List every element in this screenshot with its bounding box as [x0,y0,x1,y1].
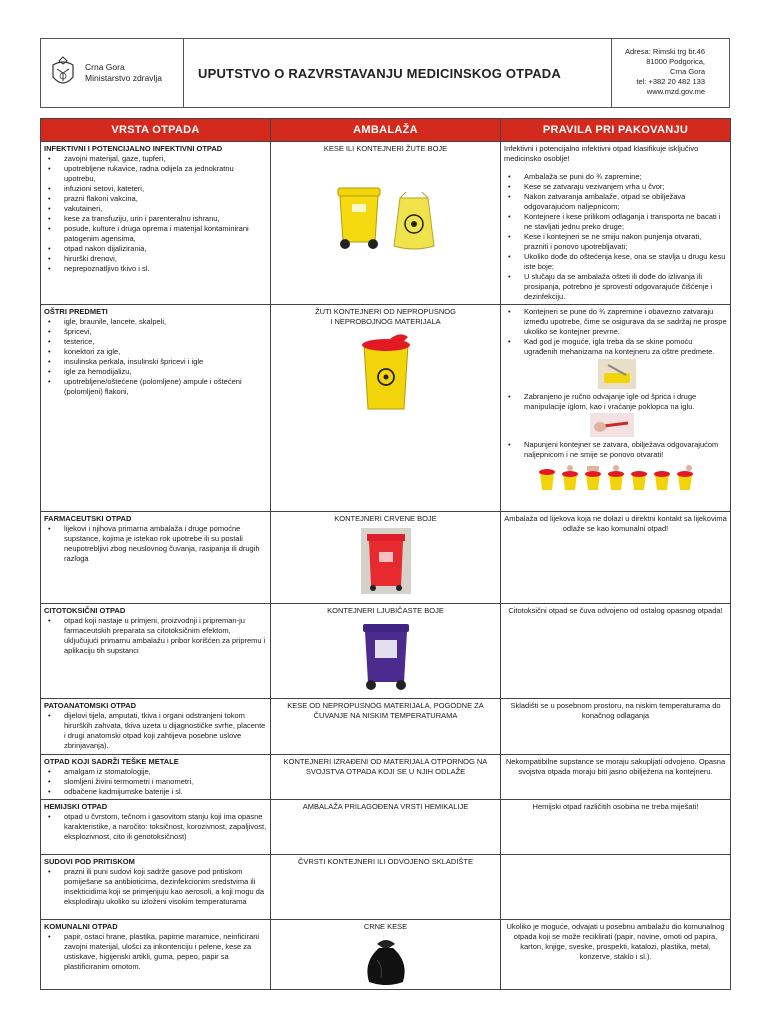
table-row [41,855,731,920]
rule-item: • Kontejnere i kese prilikom odlaganja i transporta ne bacati i ne stavljati jednu preko druge; [504,212,727,232]
col-header-packaging: AMBALAŽA [271,119,501,142]
category-title: FARMACEUTSKI OTPAD [44,514,132,523]
sharps-sequence-image-1 [537,464,557,492]
list-item: • prazni ili puni sudovi koji sadrže gasove pod pritiskom pomiješane sa antibioticima, dezinfekcionim sredstvima ili insekticidima koji se primjenjuju kao aerosoli, a koji mogu da eksplodiraju ukoliko su izloženi visokim temperaturama [44,867,267,907]
rule-item: • U slučaju da se ambalaža ošteti ili dođe do izlivanja ili prosipanja, potrebno je sprovesti odgovarajuće čišćenje i dezinfekciju. [504,272,727,302]
list-item: • neprepoznatljivo tkivo i sl. [44,264,267,274]
needle-removal-photo [598,359,636,389]
category-title: PATOANATOMSKI OTPAD [44,701,137,710]
black-bag-image [363,936,409,986]
list-item: • slomljeni živini termometri i manometri, [44,777,267,787]
table-row [41,604,731,699]
waste-table [40,118,731,990]
packaging-label: CRNE KESE [363,922,408,931]
rules-text: Nekompatibilne supstance se moraju sakupljati odvojeno. Opasna svojstva otpada moraju biti jasno obilježena na kontejneru. [505,757,726,776]
packaging-label: AMBALAŽA PRILAGOĐENA VRSTI HEMIKALIJE [302,802,469,811]
address-line: Adresa: Rimski trg br.46 [624,47,705,56]
category-title: INFEKTIVNI I POTENCIJALNO INFEKTIVNI OTPAD [44,144,223,153]
phone-line: tel: +382 20 482 133 [636,77,705,86]
packaging-label: ČVRSTI KONTEJNERI ILI ODVOJENO SKLADIŠTE [297,857,474,866]
sharps-sequence-image-2 [560,464,580,492]
list-item: • hirurški drenovi, [44,254,267,264]
packaging-label: ŽUTI KONTEJNERI OD NEPROPUSNOG I NEPROBOJNOG MATERIJALA [315,307,456,326]
list-item: • kese za transfuziju, urin i parenteralnu ishranu, [44,214,267,224]
table-row [41,305,731,512]
category-title: HEMIJSKI OTPAD [44,802,108,811]
ministry-logo-block [41,39,184,107]
sharps-sequence-image-4 [606,464,626,492]
list-item: • igle, braunile, lancete, skalpeli, [44,317,267,327]
coat-of-arms-icon [47,55,79,91]
col-header-waste-type: VRSTA OTPADA [41,119,271,142]
col-header-packing-rules: PRAVILA PRI PAKOVANJU [501,119,731,142]
no-recapping-photo [590,413,634,437]
rules-text: Skladišti se u posebnom prostoru, na niskim temperaturama do konačnog odlaganja [510,701,721,720]
list-item: • vakutaineri, [44,204,267,214]
yellow-wheelie-bin-image [334,182,384,252]
list-item: • zavojni materijal, gaze, tupferi, [44,154,267,164]
rules-text: Ambalaža od lijekova koja ne dolazi u direktni kontakt sa lijekovima odlaže se kao komunalni otpad! [504,514,727,533]
list-item: • dijelovi tijela, amputati, tkiva i organi odstranjeni tokom hirurških zahvata, tkiva uzeta u dijagnostičke svrhe, placente i drugi anatomski otpad koji zahtijeva posebne uslove zbrinjavanja). [44,711,267,751]
rules-text: Ukoliko je moguće, odvajati u posebnu ambalažu dio komunalnog otpada koji se može reciklirati (papir, novine, omoti od papira, karton, knjige, sveske, prospekti, katalozi, plastika, metal, konzerve, staklo i sl.). [506,922,725,961]
yellow-sharps-container-image [356,331,416,413]
table-row [41,755,731,800]
org-line-2: Ministarstvo zdravlja [85,73,162,83]
rules-text: Hemijski otpad različitih osobina ne treba miješati! [532,802,699,811]
list-item: • konektori za igle, [44,347,267,357]
address-block [611,39,729,107]
list-item: • testerice, [44,337,267,347]
rule-item: • Kese i kontejneri se ne smiju nakon punjenja otvarati, prazniti i ponovo upotrebljavati; [504,232,727,252]
rule-item: • Napunjeni kontejner se zatvara, obilježava odgovarajućom naljepnicom i ne smije se ponovo otvarati! [504,440,727,460]
list-item: • igle za hemodijalizu, [44,367,267,377]
purple-wheelie-bin-image [360,620,412,692]
yellow-bag-image [390,190,438,252]
rule-item: • Kese se zatvaraju vezivanjem vrha u čvor; [504,182,727,192]
table-row [41,142,731,305]
website-link[interactable]: www.mzd.gov.me [646,87,705,96]
rule-item: • Ambalaža se puni do ¾ zapremine; [504,172,727,182]
list-item: • infuzioni setovi, kateteri, [44,184,267,194]
rules-text: Citotoksični otpad se čuva odvojeno od ostalog opasnog otpada! [508,606,723,615]
packaging-label: KESE OD NEPROPUSNOG MATERIJALA, POGODNE ZA ČUVANJE NA NISKIM TEMPERATURAMA [287,701,484,720]
sharps-sequence-image-3 [583,464,603,492]
list-item: • upotrebljene/oštećene (polomljene) ampule i oštećeni (polomljeni) flakoni, [44,377,267,397]
sharps-sequence-image-5 [629,464,649,492]
category-title: CITOTOKSIČNI OTPAD [44,606,126,615]
list-item: • špricevi, [44,327,267,337]
address-line: 81000 Podgorica, [646,57,705,66]
sharps-sequence-image-7 [675,464,695,492]
red-container-image [361,528,411,594]
rule-item: • Kontejneri se pune do ¾ zapremine i obavezno zatvaraju između upotrebe, čime se osigurava da se sadržaj ne prospe ukoliko se kontejner prevrne. [504,307,727,337]
list-item: • upotrebljene rukavice, radna odijela za jednokratnu upotrebu, [44,164,267,184]
sharps-sequence-image-6 [652,464,672,492]
packaging-label: KONTEJNERI IZRAĐENI OD MATERIJALA OTPORNOG NA SVOJSTVA OTPADA KOJI SE U NJIH ODLAŽE [283,757,488,776]
list-item: • otpad u čvrstom, tečnom i gasovitom stanju koji ima opasne karakteristike, a naročito: toksičnost, korozivnost, zapaljivost, eksplozivnost, cito ili genotoksičnost) [44,812,267,842]
table-row [41,920,731,990]
table-row [41,512,731,604]
list-item: • odbačene kadmijumske baterije i sl. [44,787,267,797]
list-item: • insulinska perkala, insulinski špricevi i igle [44,357,267,367]
packaging-label: KONTEJNERI LJUBIČASTE BOJE [327,606,444,615]
page-header [40,38,730,108]
category-title: KOMUNALNI OTPAD [44,922,118,931]
rule-item: • Kad god je moguće, igla treba da se skine pomoću ugrađenih mehanizama na kontejneru za oštre predmete. [504,337,727,357]
table-row [41,699,731,755]
category-title: SUDOVI POD PRITISKOM [44,857,135,866]
list-item: • posude, kulture i druga oprema i materijal kontaminirani patogenim agensima, [44,224,267,244]
list-item: • amalgam iz stomatologije, [44,767,267,777]
category-title: OŠTRI PREDMETI [44,307,108,316]
rules-intro: Infektivni i potencijalno infektivni otpad klasifikuje isključivo medicinsko osoblje! [504,144,699,163]
page-title: UPUTSTVO O RAZVRSTAVANJU MEDICINSKOG OTPADA [198,65,561,81]
list-item: • prazni flakoni vakcina, [44,194,267,204]
rule-item: • Nakon zatvaranja ambalaže, otpad se obilježava odgovarajućom naljepnicom; [504,192,727,212]
rule-item: • Ukoliko dođe do oštećenja kese, ona se stavlja u drugu kesu iste boje; [504,252,727,272]
list-item: • papir, ostaci hrane, plastika, papirne maramice, neinficirani zavojni materijal, ulošci za inkontenciju i pelene, kese za ustiskave, higijenski artikli, guma, pepeo, papir sa plastificiranim omotom. [44,932,267,972]
list-item: • otpad nakon dijalizirania, [44,244,267,254]
address-line: Crna Gora [669,67,705,76]
rule-item: • Zabranjeno je ručno odvajanje igle od šprica i druge manipulacije iglom, kao i vraćanje poklopca na iglu. [504,392,727,412]
list-item: • otpad koji nastaje u primjeni, proizvodnji i pripreman-ju farmaceutskih preparata sa citotoksičnim efektom, uključujući primarnu ambalažu i pribor korišćen za pripremu i aplikaciju tih supstanci [44,616,267,656]
category-title: OTPAD KOJI SADRŽI TEŠKE METALE [44,757,179,766]
list-item: • lijekovi i njihova primarna ambalaža i druge pomoćne supstance, kojima je istekao rok upotrebe ili su postali neupotrebljivi zbog neuslovnog čuvanja, rasipanja ili drugih razloga [44,524,267,564]
org-line-1: Crna Gora [85,62,125,72]
table-header-row [41,119,731,142]
packaging-label: KONTEJNERI CRVENE BOJE [334,514,437,523]
table-row [41,800,731,855]
packaging-label: KESE ILI KONTEJNERI ŽUTE BOJE [323,144,448,153]
